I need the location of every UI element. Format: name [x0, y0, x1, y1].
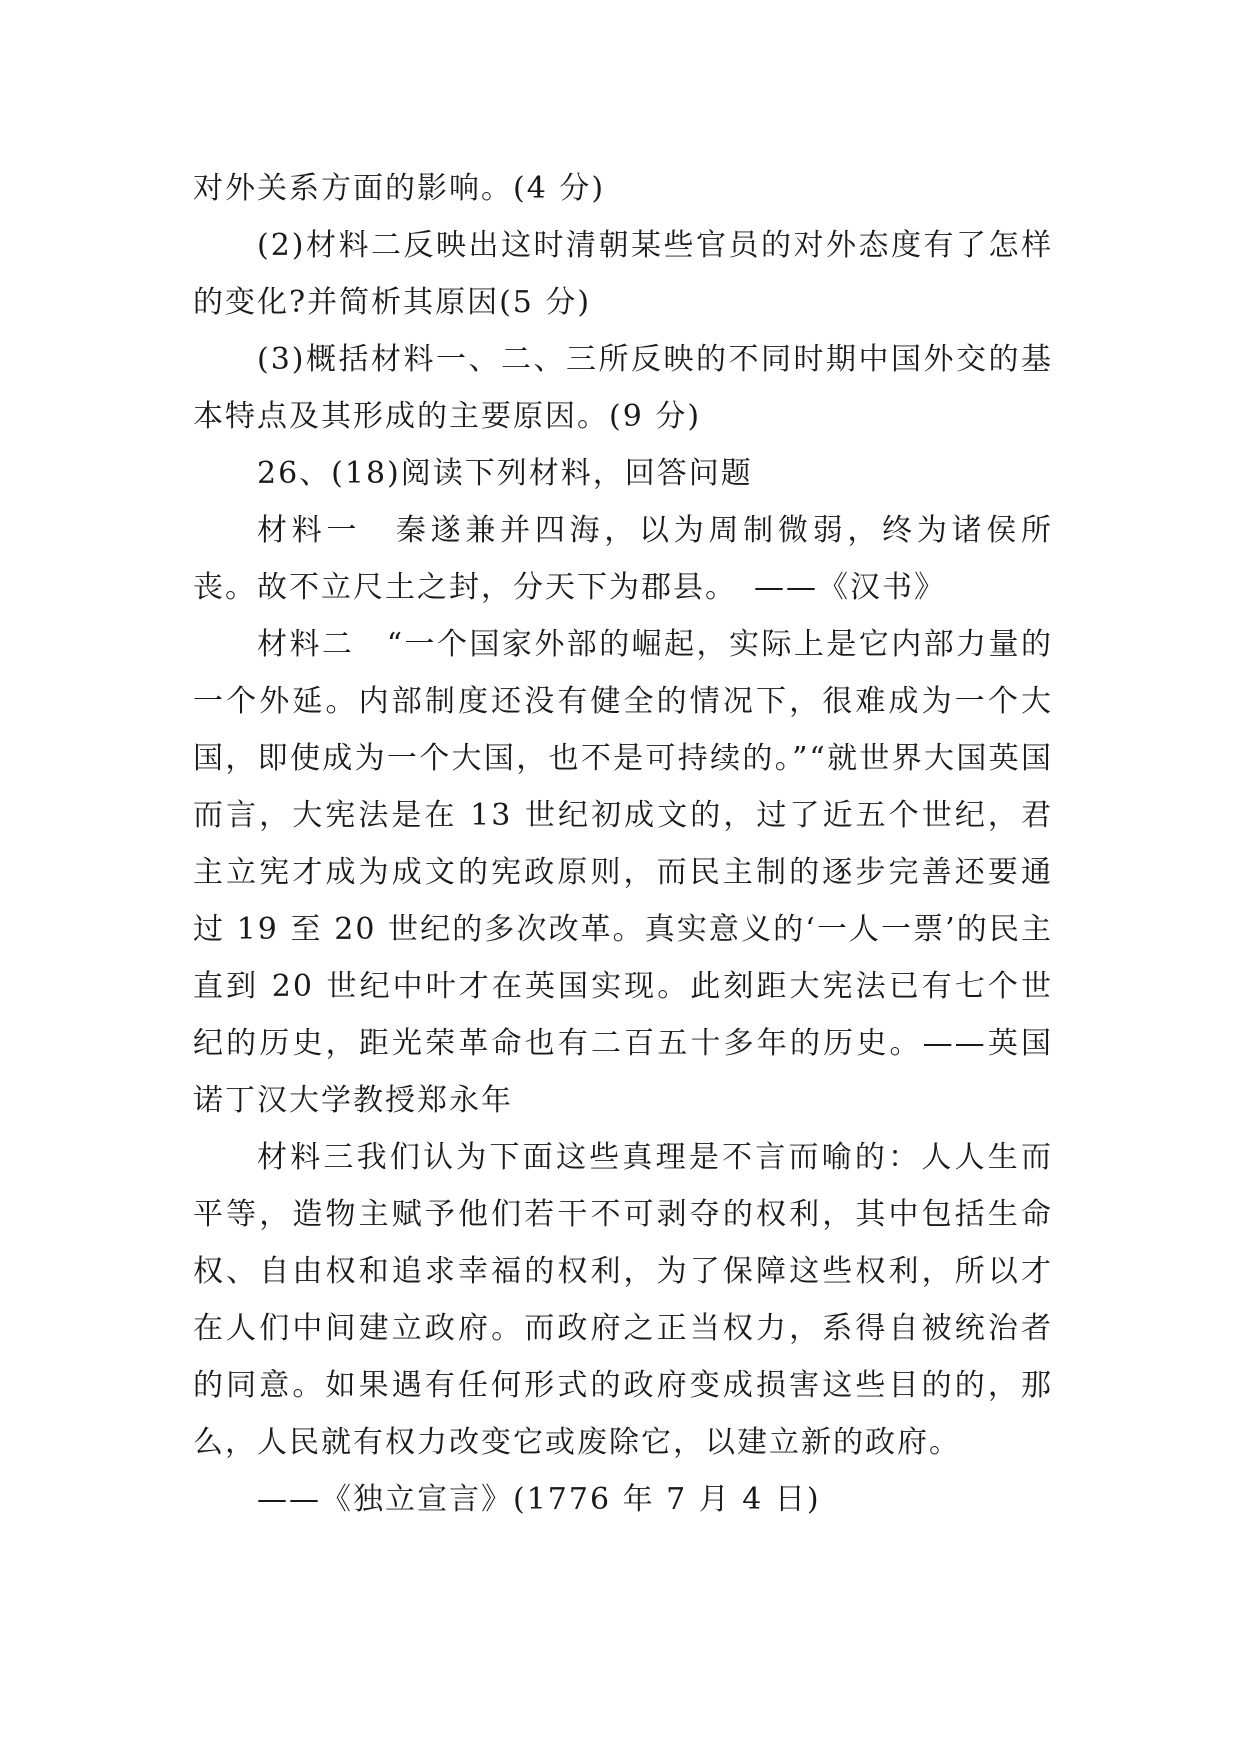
paragraph-material-1: 材料一 秦遂兼并四海，以为周制微弱，终为诸侯所丧。故不立尺土之封，分天下为郡县。 ——《汉书》 [193, 513, 1053, 605]
paragraph-question-2: (2)材料二反映出这时清朝某些官员的对外态度有了怎样的变化?并简析其原因(5 分) [193, 228, 1053, 320]
document-body [193, 160, 1053, 1528]
paragraph-material-3: 材料三我们认为下面这些真理是不言而喻的：人人生而平等，造物主赋予他们若干不可剥夺的权利，其中包括生命权、自由权和追求幸福的权利，为了保障这些权利，所以才在人们中间建立政府。而政府之正当权力，系得自被统治者的同意。如果遇有任何形式的政府变成损害这些目的的，那么，人民就有权力改变它或废除它，以建立新的政府。 [193, 1140, 1053, 1460]
paragraph-question-3: (3)概括材料一、二、三所反映的不同时期中国外交的基本特点及其形成的主要原因。(9 分) [193, 342, 1053, 434]
paragraph-material-3-source: ——《独立宣言》(1776 年 7 月 4 日) [257, 1482, 821, 1517]
paragraph-material-2: 材料二 “一个国家外部的崛起，实际上是它内部力量的一个外延。内部制度还没有健全的情况下，很难成为一个大国，即使成为一个大国，也不是可持续的。”“就世界大国英国而言，大宪法是在 13 世纪初成文的，过了近五个世纪，君主立宪才成为成文的宪政原则，而民主制的逐步完善还要通过 19 至 20 世纪的多次改革。真实意义的‘一人一票’的民主直到 20 世纪中叶才在英国实现。此刻距大宪法已有七个世纪的历史，距光荣革命也有二百五十多年的历史。——英国诺丁汉大学教授郑永年 [193, 627, 1053, 1118]
paragraph-question-1-continuation: 对外关系方面的影响。(4 分) [193, 171, 606, 206]
paragraph-question-26-heading: 26、(18)阅读下列材料，回答问题 [257, 456, 753, 491]
